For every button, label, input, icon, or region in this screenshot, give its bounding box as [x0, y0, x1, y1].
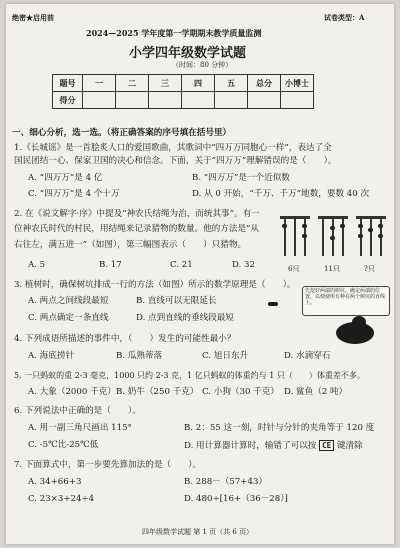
score-table-header-row — [53, 75, 314, 92]
q1-line2: 国民团结一心、保家卫国的决心和信念。下面，关于“四万万”理解错误的是（ ）。 — [14, 156, 337, 166]
score-table-cell: 二 — [116, 75, 149, 92]
score-table-cell: 得分 — [53, 92, 83, 109]
q3-option-b: B. 直线可以无限延长 — [136, 296, 217, 306]
q6-option-b: B. 2：55 这一刻，时针与分针的夹角等于 120 度 — [184, 423, 375, 433]
speech-bubble — [302, 286, 390, 316]
speech-bubble-text: 先挖好两端的树坑，确定两端的位置，以便使所有种在两个树坑的直线上。 — [305, 288, 386, 307]
score-table-cell: 小博士 — [281, 75, 314, 92]
q6-option-d-text: D. 用计算器计算时，输错了可以按 — [184, 441, 317, 451]
score-input-cell[interactable] — [182, 92, 215, 109]
ce-key: CE — [319, 440, 334, 451]
score-input-cell[interactable] — [116, 92, 149, 109]
tree-pit-marker — [268, 302, 278, 306]
score-table-cell: 一 — [83, 75, 116, 92]
knotted-rope-figure — [278, 214, 390, 282]
rope-caption: ?只 — [364, 265, 375, 273]
q7-option-c: C. 23×3+24÷4 — [28, 494, 95, 504]
q6-option-c: C. -5℃比-25℃低 — [28, 440, 99, 450]
person-head-silhouette — [352, 316, 366, 328]
q3-option-a: A. 两点之间线段最短 — [28, 296, 109, 306]
score-table-cell: 题号 — [53, 75, 83, 92]
score-table-score-row — [53, 92, 314, 109]
exam-time: （时间：80 分钟） — [172, 61, 233, 69]
q2-option-d: D. 32 — [232, 260, 255, 270]
q1-option-b: B. “四万万”是一个近似数 — [192, 173, 290, 183]
q7-line1: 7. 下面算式中，第一步要先算加法的是（ ）。 — [14, 460, 202, 470]
q4-option-d: D. 水滴穿石 — [284, 351, 331, 361]
q3-line1: 3. 植树时，确保树坑排成一行的方法（如图）所示的数学原理是（ ）。 — [14, 280, 296, 290]
score-input-cell[interactable] — [215, 92, 248, 109]
q7-option-b: B. 288－（57+43） — [184, 477, 268, 487]
q4-option-b: B. 瓜熟蒂落 — [116, 351, 163, 361]
q2-option-b: B. 17 — [99, 260, 122, 270]
paper-type-label: 试卷类型：A — [324, 13, 365, 22]
q5-option-b: B. 奶牛（250 千克） — [116, 387, 199, 397]
score-input-cell[interactable] — [248, 92, 281, 109]
score-table — [52, 74, 314, 109]
q4-option-c: C. 旭日东升 — [202, 351, 249, 361]
page-footer: 四年级数学试题 第 1 页（共 6 页） — [142, 528, 254, 536]
score-input-cell[interactable] — [281, 92, 314, 109]
q6-option-d-suffix: 键清除 — [336, 441, 363, 451]
score-table-cell: 五 — [215, 75, 248, 92]
exam-title: 小学四年级数学试题 — [129, 46, 247, 61]
q6-line1: 6. 下列说法中正确的是（ ）。 — [14, 406, 141, 416]
score-input-cell[interactable] — [83, 92, 116, 109]
rope-caption: 6只 — [288, 265, 300, 273]
q2-option-c: C. 21 — [170, 260, 193, 270]
q6-option-a: A. 用一副三角尺画出 115° — [28, 423, 132, 433]
q4-line1: 4. 下列成语所描述的事件中，（ ）发生的可能性最小？ — [14, 334, 236, 344]
rope-caption: 11只 — [324, 265, 340, 273]
q1-line1: 1.《长城谣》是一首脍炙人口的爱国歌曲，其歌词中“四万万同胞心一样”，表达了全 — [14, 143, 332, 153]
q1-option-c: C. “四万万”是 4 个十万 — [28, 189, 120, 199]
q4-option-a: A. 海底捞针 — [28, 351, 75, 361]
score-table-cell: 四 — [182, 75, 215, 92]
q1-option-a: A. “四万万”是 4 亿 — [28, 173, 103, 183]
q2-line2: 位神农氏时代的村民，用结绳来记录猎物的数量。他的方法是“从 — [14, 224, 260, 234]
score-input-cell[interactable] — [149, 92, 182, 109]
q5-option-a: A. 大象（2000 千克） — [28, 387, 116, 397]
q2-line1: 2. 在《说文解字·序》中提及“神农氏结绳为治，而统其事”。有一 — [14, 209, 260, 219]
q5-line1: 5. 一只蚂蚁的重 2-3 毫克，1000 只约 2-3 克，1 亿只蚂蚁的体重约与 1 只（ ）体重差不多。 — [14, 371, 365, 380]
section1-title: 一、细心分析，选一选。（将正确答案的序号填在括号里） — [12, 128, 232, 138]
q5-option-c: C. 小狗（30 千克） — [202, 387, 279, 397]
q2-option-a: A. 5 — [28, 260, 46, 270]
secret-label: 绝密★启用前 — [12, 13, 54, 22]
score-table-cell: 总分 — [248, 75, 281, 92]
q6-option-d — [184, 440, 363, 452]
q3-option-d: D. 点到直线的垂线段最短 — [136, 313, 234, 323]
q1-option-d: D. 从 0 开始，“千万、千万”地数，要数 40 次 — [192, 189, 370, 199]
q3-option-c: C. 两点确定一条直线 — [28, 313, 109, 323]
q7-option-a: A. 34+66+3 — [28, 477, 82, 487]
q2-line3: 右往左，满五进一”（如图），第三幅图表示（ ）只猎物。 — [14, 240, 247, 250]
exam-header-line: 2024—2025 学年度第一学期期末教学质量监测 — [86, 28, 262, 38]
q5-option-d: D. 鲨鱼（2 吨） — [284, 387, 348, 397]
q7-option-d: D. 480÷[16+（36－28）] — [184, 494, 288, 504]
score-table-cell: 三 — [149, 75, 182, 92]
exam-paper — [6, 4, 394, 544]
